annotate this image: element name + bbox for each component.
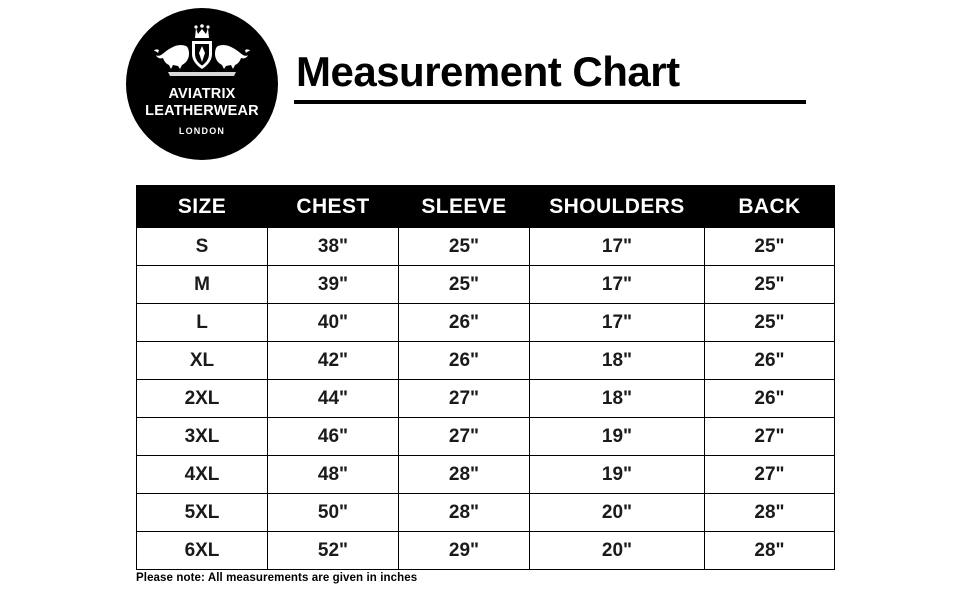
cell-back: 27" [705,456,835,494]
cell-chest: 42" [268,342,399,380]
cell-back: 26" [705,342,835,380]
page-title: Measurement Chart [296,48,680,95]
cell-sleeve: 29" [399,532,530,570]
footnote: Please note: All measurements are given in inches [136,572,418,584]
table-header [137,186,835,228]
cell-chest: 39" [268,266,399,304]
table-body [137,228,835,570]
cell-sleeve: 25" [399,228,530,266]
cell-size: 2XL [137,380,268,418]
cell-sleeve: 26" [399,304,530,342]
cell-sleeve: 28" [399,456,530,494]
cell-chest: 46" [268,418,399,456]
cell-chest: 38" [268,228,399,266]
cell-shoulders: 20" [530,532,705,570]
cell-size: L [137,304,268,342]
cell-sleeve: 28" [399,494,530,532]
cell-shoulders: 18" [530,342,705,380]
page-header [0,0,970,170]
cell-chest: 50" [268,494,399,532]
cell-back: 25" [705,266,835,304]
cell-back: 26" [705,380,835,418]
table-row [137,380,835,418]
cell-size: 4XL [137,456,268,494]
cell-back: 28" [705,494,835,532]
brand-city: LONDON [178,126,226,136]
cell-size: 6XL [137,532,268,570]
table-row [137,342,835,380]
column-header-chest: CHEST [268,186,399,228]
cell-back: 27" [705,418,835,456]
cell-size: XL [137,342,268,380]
cell-sleeve: 25" [399,266,530,304]
column-header-shoulders: SHOULDERS [530,186,705,228]
cell-back: 28" [705,532,835,570]
brand-name-line1: AVIATRIX [168,86,236,102]
cell-shoulders: 20" [530,494,705,532]
table-row [137,532,835,570]
cell-chest: 40" [268,304,399,342]
cell-shoulders: 19" [530,418,705,456]
column-header-size: SIZE [137,186,268,228]
cell-sleeve: 27" [399,380,530,418]
cell-size: 5XL [137,494,268,532]
cell-back: 25" [705,304,835,342]
title-underline [294,100,806,104]
cell-sleeve: 26" [399,342,530,380]
cell-shoulders: 18" [530,380,705,418]
cell-size: M [137,266,268,304]
cell-size: 3XL [137,418,268,456]
table-row [137,418,835,456]
cell-shoulders: 17" [530,304,705,342]
cell-shoulders: 19" [530,456,705,494]
measurement-table-wrapper [136,185,834,570]
table-header-row [137,186,835,228]
column-header-back: BACK [705,186,835,228]
column-header-sleeve: SLEEVE [399,186,530,228]
cell-chest: 48" [268,456,399,494]
cell-shoulders: 17" [530,228,705,266]
cell-shoulders: 17" [530,266,705,304]
table-row [137,228,835,266]
table-row [137,494,835,532]
brand-name [126,86,278,120]
table-row [137,304,835,342]
cell-chest: 44" [268,380,399,418]
cell-size: S [137,228,268,266]
brand-name-line2: LEATHERWEAR [145,103,259,119]
cell-sleeve: 27" [399,418,530,456]
measurement-table [136,185,835,570]
cell-chest: 52" [268,532,399,570]
table-row [137,266,835,304]
brand-logo [126,8,278,160]
cell-back: 25" [705,228,835,266]
table-row [137,456,835,494]
heraldic-crest-icon [126,20,278,80]
